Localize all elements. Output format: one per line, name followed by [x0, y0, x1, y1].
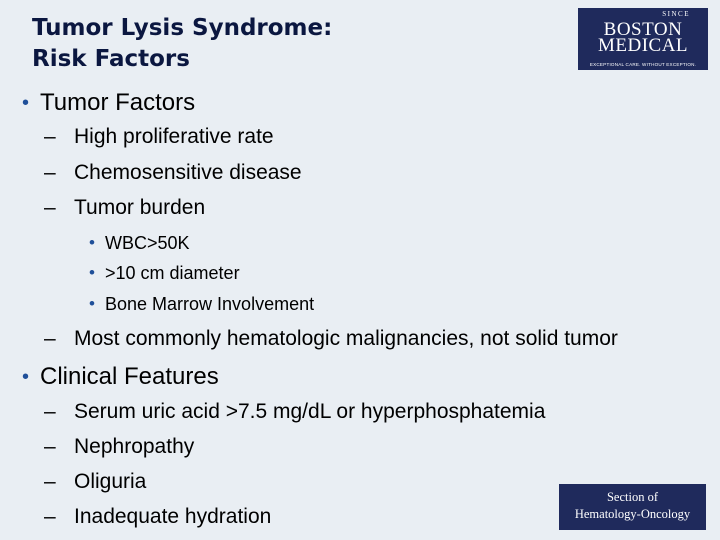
dash-icon: – [44, 125, 56, 148]
clinical-item-nephropathy [44, 434, 195, 460]
clinical-item-oliguria [44, 469, 147, 495]
dash-icon: – [44, 435, 56, 458]
sub-item-hematologic-note [44, 326, 618, 352]
sub-item-chemosensitive [44, 160, 302, 186]
sub-item-text: Chemosensitive disease [74, 161, 302, 184]
footer-line-1: Section of [606, 490, 659, 504]
clinical-item-uric-acid [44, 399, 546, 425]
title-line-1: Tumor Lysis Syndrome: [32, 15, 333, 41]
clinical-item-text: Serum uric acid >7.5 mg/dL or hyperphosphatemia [74, 400, 546, 423]
dash-icon: – [44, 196, 56, 219]
boston-medical-logo [578, 8, 708, 70]
burden-item-text: WBC>50K [105, 233, 190, 253]
sub-item-proliferative [44, 124, 274, 150]
burden-item-wbc [89, 232, 190, 254]
clinical-item-text: Inadequate hydration [74, 505, 272, 528]
dash-icon: – [44, 161, 56, 184]
bullet-icon: • [22, 92, 30, 114]
dash-icon: – [44, 327, 56, 350]
section-footer-badge [559, 484, 706, 530]
logo-since: SINCE [662, 10, 690, 18]
burden-item-diameter [89, 262, 240, 284]
footer-line-2: Hematology-Oncology [574, 507, 691, 521]
clinical-item-text: Oliguria [74, 470, 147, 493]
sub-item-text: High proliferative rate [74, 125, 274, 148]
dash-icon: – [44, 470, 56, 493]
bullet-tumor-factors [22, 89, 196, 117]
logo-line-2: MEDICAL [597, 35, 689, 56]
title-line-2: Risk Factors [32, 46, 190, 72]
bullet-icon: • [22, 366, 30, 388]
bullet-clinical-features [22, 363, 219, 391]
clinical-item-text: Nephropathy [74, 435, 195, 458]
sub-item-tumor-burden [44, 195, 206, 221]
slide-title [32, 13, 332, 75]
clinical-item-hydration [44, 504, 272, 530]
burden-item-text: Bone Marrow Involvement [105, 294, 315, 314]
bullet-icon: • [89, 233, 95, 252]
bullet-icon: • [89, 263, 95, 282]
clinical-features-heading: Clinical Features [40, 363, 219, 390]
sub-item-text: Tumor burden [74, 196, 206, 219]
dash-icon: – [44, 400, 56, 423]
logo-tagline: EXCEPTIONAL CARE. WITHOUT EXCEPTION. [589, 62, 697, 67]
dash-icon: – [44, 505, 56, 528]
sub-item-text: Most commonly hematologic malignancies, not solid tumor [74, 327, 618, 350]
bullet-icon: • [89, 294, 95, 313]
logo-line-1: BOSTON [603, 19, 683, 40]
tumor-factors-heading: Tumor Factors [40, 89, 196, 116]
burden-item-text: >10 cm diameter [105, 263, 240, 283]
burden-item-bone-marrow [89, 293, 315, 315]
